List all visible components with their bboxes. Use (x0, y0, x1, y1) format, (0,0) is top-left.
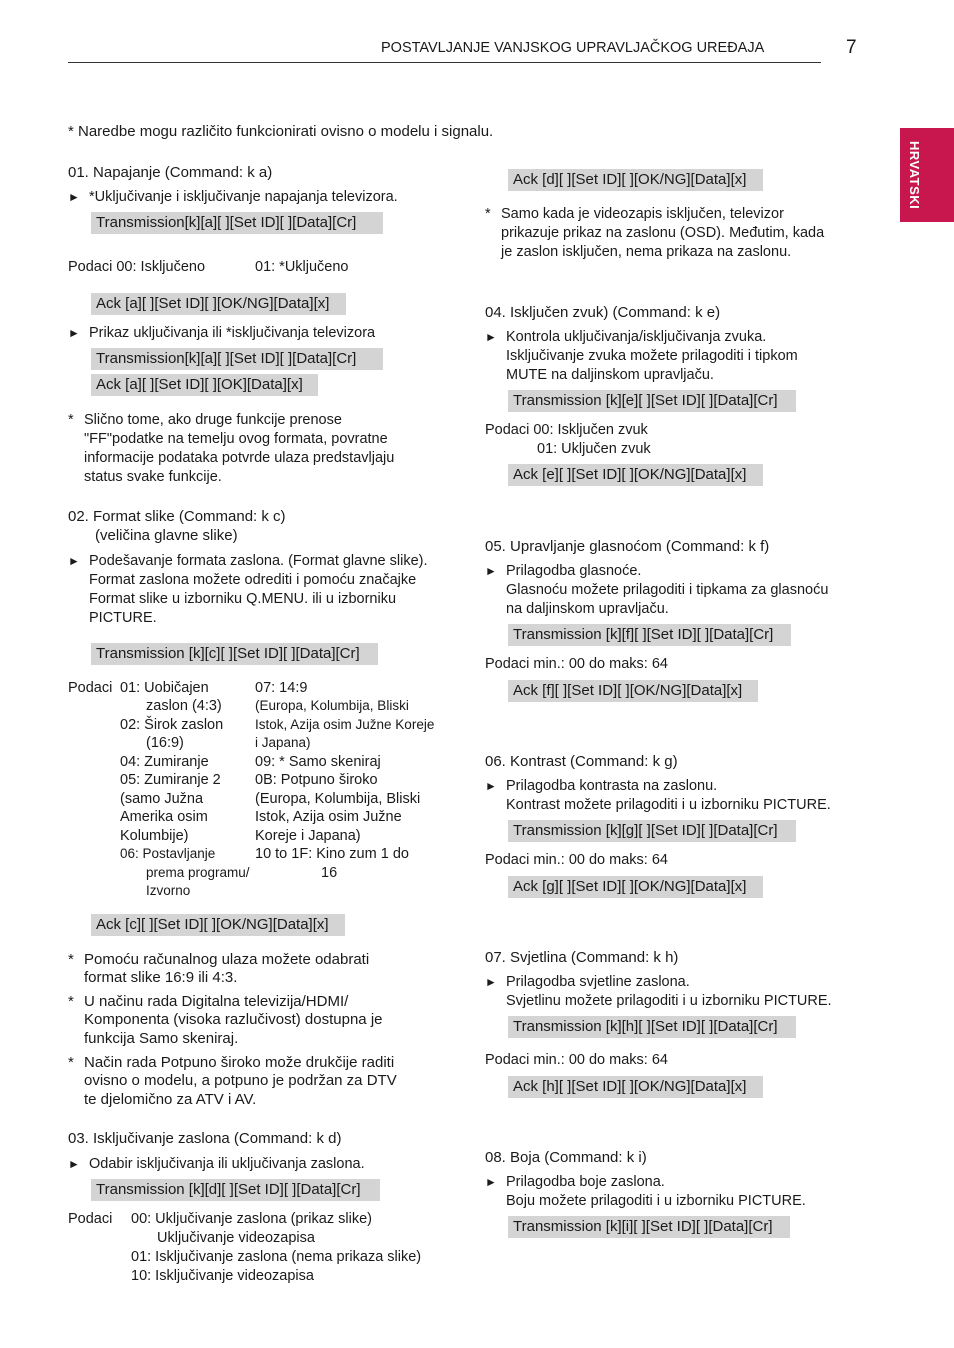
data-line: (Europa, Kolumbija, Bliski (255, 791, 421, 807)
section-04-title: 04. Isključen zvuk) (Command: k e) (485, 304, 721, 321)
section-01-data-a: Podaci 00: Isključeno (68, 259, 206, 275)
section-03-data-prefix: Podaci (68, 1211, 113, 1227)
data-line: Amerika osim (120, 809, 208, 825)
note-line: funkcija Samo skeniraj. (84, 1030, 239, 1047)
section-01-transmission-2: Transmission[k][a][ ][Set ID][ ][Data][Cr] (91, 348, 383, 370)
data-line: 06: Postavljanje (120, 846, 216, 861)
section-06-data: Podaci min.: 00 do maks: 64 (485, 852, 668, 868)
section-03-ack: Ack [d][ ][Set ID][ ][OK/NG][Data][x] (508, 169, 763, 191)
bullet-line: Prilagodba glasnoće. (506, 563, 642, 579)
section-02-title: 02. Format slike (Command: k c) (68, 508, 286, 525)
data-line: 01: Isključivanje zaslona (nema prikaza slike) (131, 1249, 422, 1265)
section-07-transmission: Transmission [k][h][ ][Set ID][ ][Data][Cr] (508, 1016, 796, 1038)
arrow-icon: ► (485, 564, 497, 578)
section-04-data-b: 01: Uključen zvuk (537, 441, 651, 457)
section-06-transmission: Transmission [k][g][ ][Set ID][ ][Data][Cr] (508, 820, 796, 842)
data-line: Kolumbije) (120, 828, 189, 844)
bullet-line: Glasnoću možete prilagoditi i tipkama za glasnoću (506, 582, 829, 598)
intro-note: * Naredbe mogu različito funkcionirati ovisno o modelu i signalu. (68, 123, 494, 140)
section-04-transmission: Transmission [k][e][ ][Set ID][ ][Data][Cr] (508, 390, 796, 412)
data-line: Izvorno (146, 883, 191, 898)
data-line: 07: 14:9 (255, 680, 308, 696)
data-line: 04: Zumiranje (120, 754, 209, 770)
data-line: Istok, Azija osim Južne Koreje (255, 717, 435, 732)
section-01-ack: Ack [a][ ][Set ID][ ][OK/NG][Data][x] (91, 293, 346, 315)
bullet-line: Svjetlinu možete prilagoditi i u izborniku PICTURE. (506, 993, 832, 1009)
asterisk: * (68, 412, 74, 428)
arrow-icon: ► (68, 1157, 80, 1171)
data-line: Uključivanje videozapisa (157, 1230, 315, 1246)
section-06-ack: Ack [g][ ][Set ID][ ][OK/NG][Data][x] (508, 876, 763, 898)
note-line: Slično tome, ako druge funkcije prenose (84, 412, 342, 428)
language-tab-label: HRVATSKI (907, 140, 922, 210)
note-line: U načinu rada Digitalna televizija/HDMI/ (84, 993, 349, 1010)
data-line: 10 to 1F: Kino zum 1 do (255, 846, 409, 862)
arrow-icon: ► (485, 975, 497, 989)
data-line: zaslon (4:3) (146, 698, 222, 714)
data-line: 01: Uobičajen (120, 680, 209, 696)
note-line: je zaslon isključen, nema prikaza na zaslonu. (501, 244, 792, 260)
data-line: 00: Uključivanje zaslona (prikaz slike) (131, 1211, 372, 1227)
section-02-data-prefix: Podaci (68, 680, 113, 696)
section-05-ack: Ack [f][ ][Set ID][ ][OK/NG][Data][x] (508, 680, 758, 702)
section-07-ack: Ack [h][ ][Set ID][ ][OK/NG][Data][x] (508, 1076, 763, 1098)
section-03-title: 03. Isključivanje zaslona (Command: k d) (68, 1130, 342, 1147)
data-line: 0B: Potpuno široko (255, 772, 378, 788)
running-header: POSTAVLJANJE VANJSKOG UPRAVLJAČKOG UREĐAJA (381, 40, 765, 56)
note-line: prikazuje prikaz na zaslonu (OSD). Međutim, kada (501, 225, 825, 241)
bullet-line: Prilagodba svjetline zaslona. (506, 974, 690, 990)
data-line: 09: * Samo skeniraj (255, 754, 381, 770)
bullet-line: Format slike u izborniku Q.MENU. ili u izborniku (89, 591, 397, 607)
data-line: 05: Zumiranje 2 (120, 772, 221, 788)
data-line: 02: Širok zaslon (120, 717, 224, 733)
data-line: 16 (321, 865, 338, 881)
bullet-line: na daljinskom upravljaču. (506, 601, 669, 617)
section-01-ack-2: Ack [a][ ][Set ID][ ][OK][Data][x] (91, 374, 318, 396)
arrow-icon: ► (68, 326, 80, 340)
arrow-icon: ► (485, 330, 497, 344)
bullet-line: Kontrast možete prilagoditi i u izborniku PICTURE. (506, 797, 831, 813)
note-line: informacije podataka potvrde ulaza predstavljaju (84, 450, 395, 466)
note-line: format slike 16:9 ili 4:3. (84, 969, 238, 986)
asterisk: * (68, 993, 74, 1010)
section-03-transmission: Transmission [k][d][ ][Set ID][ ][Data][Cr] (91, 1179, 380, 1201)
note-line: te djelomično za ATV i AV. (84, 1091, 257, 1108)
note-line: Samo kada je videozapis isključen, televizor (501, 206, 784, 222)
section-07-title: 07. Svjetlina (Command: k h) (485, 949, 679, 966)
section-02-ack: Ack [c][ ][Set ID][ ][OK/NG][Data][x] (91, 914, 345, 936)
note-line: Pomoću računalnog ulaza možete odabrati (84, 951, 370, 968)
bullet-line: MUTE na daljinskom upravljaču. (506, 367, 714, 383)
bullet-line: PICTURE. (89, 610, 157, 626)
section-08-transmission: Transmission [k][i][ ][Set ID][ ][Data][Cr] (508, 1216, 790, 1238)
header-rule (68, 62, 821, 63)
section-08-title: 08. Boja (Command: k i) (485, 1149, 647, 1166)
bullet-line: Kontrola uključivanja/isključivanja zvuka. (506, 329, 767, 345)
section-01-data-b: 01: *Uključeno (255, 259, 349, 275)
section-01-bullet-2: Prikaz uključivanja ili *isključivanja televizora (89, 325, 376, 341)
note-line: Komponenta (visoka razlučivost) dostupna je (84, 1011, 383, 1028)
data-line: (Europa, Kolumbija, Bliski (255, 698, 409, 713)
bullet-line: Prilagodba kontrasta na zaslonu. (506, 778, 718, 794)
bullet-line: Isključivanje zvuka možete prilagoditi i tipkom (506, 348, 798, 364)
section-02-transmission: Transmission [k][c][ ][Set ID][ ][Data][Cr] (91, 643, 378, 665)
section-07-data: Podaci min.: 00 do maks: 64 (485, 1052, 668, 1068)
section-02-subtitle: (veličina glavne slike) (95, 527, 238, 544)
data-line: Koreje i Japana) (255, 828, 361, 844)
data-line: 10: Isključivanje videozapisa (131, 1268, 314, 1284)
bullet-line: Podešavanje formata zaslona. (Format glavne slike). (89, 553, 428, 569)
section-01-bullet: *Uključivanje i isključivanje napajanja televizora. (89, 189, 398, 205)
bullet-line: Prilagodba boje zaslona. (506, 1174, 665, 1190)
asterisk: * (68, 951, 74, 968)
section-01-transmission: Transmission[k][a][ ][Set ID][ ][Data][Cr] (91, 212, 383, 234)
section-06-title: 06. Kontrast (Command: k g) (485, 753, 678, 770)
section-05-title: 05. Upravljanje glasnoćom (Command: k f) (485, 538, 770, 555)
data-line: (samo Južna (120, 791, 204, 807)
bullet-line: Boju možete prilagoditi i u izborniku PICTURE. (506, 1193, 806, 1209)
note-line: ovisno o modelu, a potpuno je podržan za DTV (84, 1072, 397, 1089)
note-line: Način rada Potpuno široko može drukčije raditi (84, 1054, 395, 1071)
page-number: 7 (846, 37, 857, 58)
arrow-icon: ► (485, 1175, 497, 1189)
bullet-line: Format zaslona možete odrediti i pomoću značajke (89, 572, 417, 588)
data-line: prema programu/ (146, 865, 250, 880)
arrow-icon: ► (68, 190, 80, 204)
section-04-ack: Ack [e][ ][Set ID][ ][OK/NG][Data][x] (508, 464, 763, 486)
section-05-transmission: Transmission [k][f][ ][Set ID][ ][Data][Cr] (508, 624, 791, 646)
asterisk: * (68, 1054, 74, 1071)
asterisk: * (485, 206, 491, 222)
section-01-title: 01. Napajanje (Command: k a) (68, 164, 273, 181)
note-line: status svake funkcije. (84, 469, 222, 485)
note-line: "FF"podatke na temelju ovog formata, povratne (84, 431, 388, 447)
data-line: i Japana) (255, 735, 311, 750)
section-05-data: Podaci min.: 00 do maks: 64 (485, 656, 668, 672)
data-line: Istok, Azija osim Južne (255, 809, 402, 825)
arrow-icon: ► (68, 554, 80, 568)
section-03-bullet: Odabir isključivanja ili uključivanja zaslona. (89, 1156, 365, 1172)
section-04-data-a: Podaci 00: Isključen zvuk (485, 422, 648, 438)
data-line: (16:9) (146, 735, 184, 751)
arrow-icon: ► (485, 779, 497, 793)
